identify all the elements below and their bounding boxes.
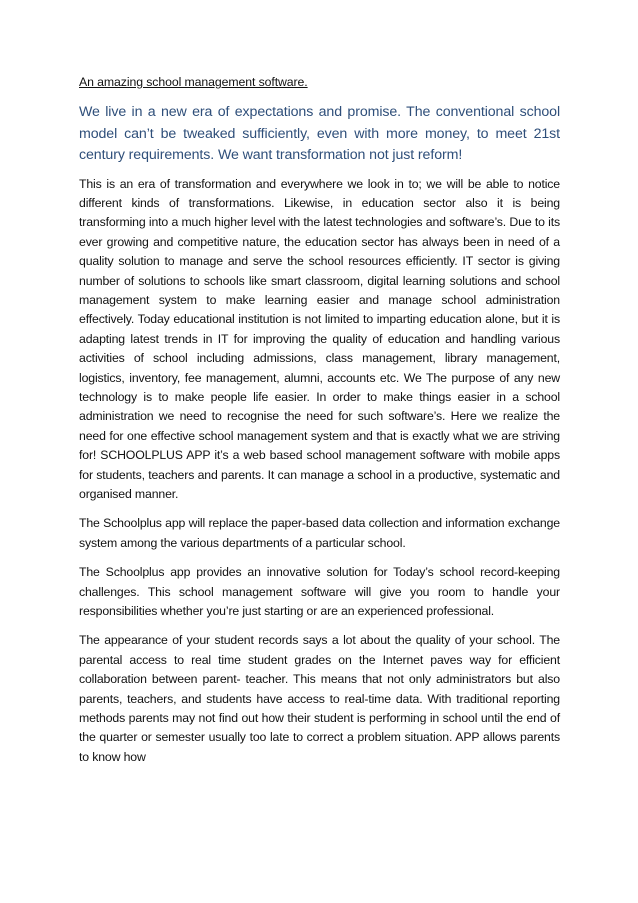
- body-paragraph-2: The Schoolplus app will replace the paper-based data collection and information exchange system among the various departments of a particular school.: [79, 516, 560, 550]
- intro-paragraph: We live in a new era of expectations and promise. The conventional school model can’t be tweaked sufficiently, even with more money, to meet 21st century requirements. We want transformation not just reform!: [79, 104, 560, 163]
- body-paragraph-1: This is an era of transformation and everywhere we look in to; we will be able to notice different kinds of transformations. Likewise, in education sector also it is being transforming into a much higher level with the latest technologies and software’s. Due to its ever growing and competitive nature, the education sector has always been in need of a quality solution to manage and serve the school resources efficiently. IT sector is giving number of solutions to schools like smart classroom, digital learning solutions and school management system to make learning easier and manage school administration effectively. Today educational institution is not limited to imparting education alone, but it is adapting latest trends in IT for improving the quality of education and handling various activities of school including admissions, class management, library management, logistics, inventory, fee management, alumni, accounts etc. We The purpose of any new technology is to make people life easier. In order to make things easier in a school administration we need to recognise the need for such software’s. Here we realize the need for one effective school management system and that is exactly what we are striving for! SCHOOLPLUS APP it’s a web based school management software with mobile apps for students, teachers and parents. It can manage a school in a productive, systematic and organised manner.: [79, 176, 560, 501]
- body-paragraph-3: The Schoolplus app provides an innovative solution for Today’s school record-keeping challenges. This school management software will give you room to handle your responsibilities whether you’re just starting or are an experienced professional.: [79, 565, 560, 619]
- body-paragraph-4: The appearance of your student records says a lot about the quality of your school. The parental access to real time student grades on the Internet paves way for efficient collaboration between parent- teacher. This means that not only administrators but also parents, teachers, and students have access to real-time data. With traditional reporting methods parents may not find out how their student is performing in school until the end of the quarter or semester usually too late to correct a problem situation. APP allows parents to know how: [79, 633, 560, 764]
- document-page: [79, 73, 560, 777]
- document-title: An amazing school management software.: [79, 75, 308, 89]
